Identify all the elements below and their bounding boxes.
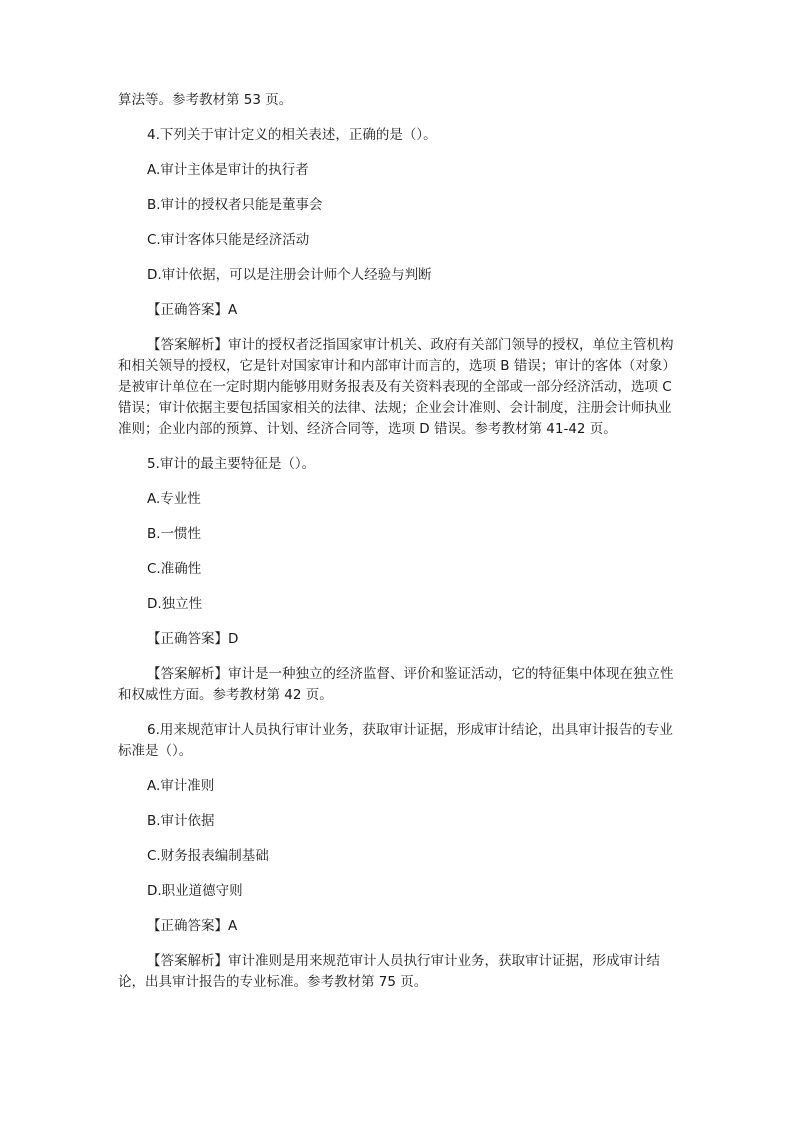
question-4-option-c: C.审计客体只能是经济活动 bbox=[147, 232, 310, 248]
question-5-option-a: A.专业性 bbox=[147, 491, 201, 507]
question-4-answer: 【正确答案】A bbox=[147, 302, 238, 318]
question-4-option-a: A.审计主体是审计的执行者 bbox=[147, 162, 309, 178]
question-5-explanation: 【答案解析】审计是一种独立的经济监督、评价和鉴证活动，它的特征集中体现在独立性和权威性方面。参考教材第 42 页。 bbox=[118, 666, 674, 703]
question-5-option-c: C.准确性 bbox=[147, 561, 202, 577]
question-6-option-a: A.审计准则 bbox=[147, 778, 215, 794]
question-4-option-d: D.审计依据，可以是注册会计师个人经验与判断 bbox=[147, 267, 432, 283]
question-6: 6.用来规范审计人员执行审计业务，获取审计证据，形成审计结论，出具审计报告的专业标准是（）。 bbox=[118, 722, 673, 759]
question-5-option-d: D.独立性 bbox=[147, 596, 203, 612]
question-4-explanation: 【答案解析】审计的授权者泛指国家审计机关、政府有关部门领导的授权，单位主管机构和相关领导的授权，它是针对国家审计和内部审计而言的，选项 B 错误；审计的客体（对象）是被审计单位在一定时期内能够用财务报表及有关资料表现的全部或一部分经济活动，选项 C 错误；审计依据主要包括国家相关的法律、法规；企业会计准则、会计制度，注册会计师执业准则；企业内部的预算、计划、经济合同等，选项 D 错误。参考教材第 41-42 页。 bbox=[118, 337, 676, 437]
question-5: 5.审计的最主要特征是（）。 bbox=[147, 456, 316, 472]
question-6-option-d: D.职业道德守则 bbox=[147, 883, 243, 899]
question-6-explanation: 【答案解析】审计准则是用来规范审计人员执行审计业务，获取审计证据，形成审计结论，出具审计报告的专业标准。参考教材第 75 页。 bbox=[118, 953, 660, 990]
question-4: 4.下列关于审计定义的相关表述，正确的是（）。 bbox=[147, 127, 437, 143]
question-6-option-b: B.审计依据 bbox=[147, 813, 215, 829]
question-5-answer: 【正确答案】D bbox=[147, 631, 239, 647]
question-6-option-c: C.财务报表编制基础 bbox=[147, 848, 269, 864]
document-body bbox=[118, 90, 678, 1007]
question-6-answer: 【正确答案】A bbox=[147, 918, 238, 934]
question-4-option-b: B.审计的授权者只能是董事会 bbox=[147, 197, 323, 213]
continuation-paragraph: 算法等。参考教材第 53 页。 bbox=[118, 92, 293, 108]
question-5-option-b: B.一惯性 bbox=[147, 526, 202, 542]
